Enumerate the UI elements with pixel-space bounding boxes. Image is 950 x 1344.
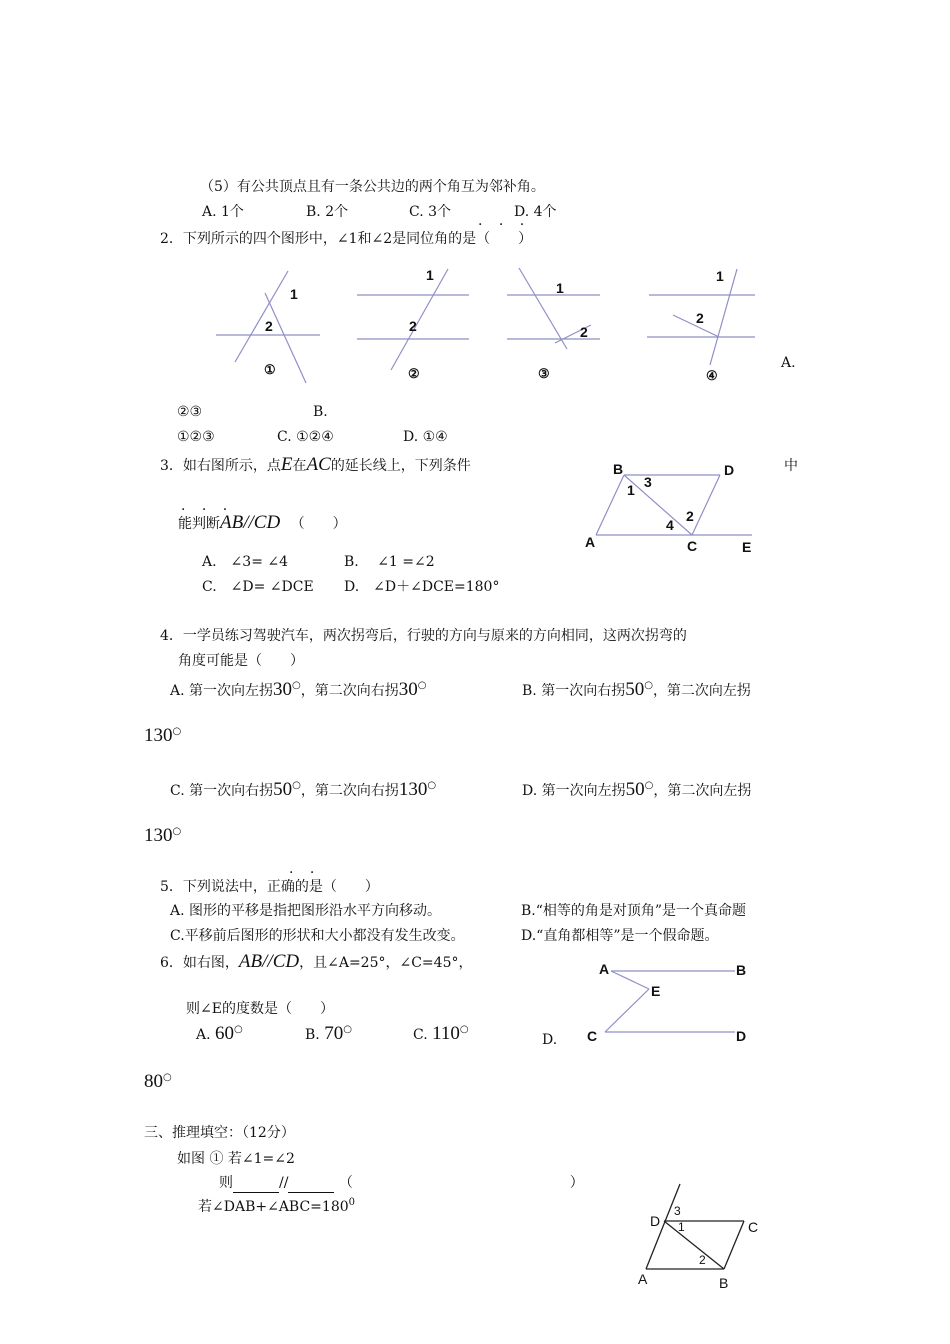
q2-option-a-label: A. [781,355,796,371]
q6-question: 则∠E的度数是（ ） [186,1001,334,1017]
q3-label-2: 2 [686,508,694,524]
section3-line-2: 则 // （ ） [219,1175,584,1191]
q2-fig2-angle-2: 2 [409,318,417,334]
q5-emphasis-dots: · · [289,865,321,881]
q4-option-a: A. 第一次向左拐30○，第二次向右拐30○ [170,679,427,700]
q6-option-d-value: 80○ [144,1071,172,1092]
q6-option-a: A. 60○ [196,1023,243,1044]
q5-option-c: C.平移前后图形的形状和大小都没有发生改变。 [170,928,465,944]
q6-figure [585,955,765,1055]
q6-label-b: B [736,962,747,978]
q3-label-b: B [613,461,624,477]
q2-option-b-value: ①②③ [177,429,215,445]
q3-label-e: E [742,539,752,555]
section3-label-c: C [748,1219,759,1235]
q3-stem: 3．如右图所示，点E在AC的延长线上，下列条件 [160,454,471,475]
q2-figure-3 [505,265,625,385]
q3-label-d: D [724,462,735,478]
q1-option-c: C. 3个 [409,204,452,220]
q2-option-b-label: B. [313,404,328,420]
q3-label-4: 4 [666,517,674,533]
q2-figure-label-2: ② [408,367,420,382]
q2-figure-label-1: ① [264,363,276,378]
q4-option-b-value: 130○ [144,725,182,746]
q3-option-c: C. ∠D= ∠DCE [202,579,314,595]
q6-stem: 6．如右图，AB//CD，且∠A=25°，∠C=45°， [160,951,473,972]
q5-option-d: D.“直角都相等”是一个假命题。 [521,928,719,944]
q3-figure [580,455,760,560]
q3-emphasis-dots: · · · [181,502,234,518]
q3-label-3: 3 [644,474,652,490]
q2-figure-4 [645,265,765,385]
q6-option-d-label: D. [542,1032,558,1048]
q5-option-b: B.“相等的角是对顶角”是一个真命题 [521,903,747,919]
q5-stem: 5．下列说法中，正确的是（ ） [160,879,379,895]
q6-option-b: B. 70○ [305,1023,352,1044]
q2-option-c: C. ①②④ [277,429,334,445]
q4-option-d-value: 130○ [144,825,182,846]
section3-blank-2[interactable] [288,1174,334,1193]
q3-option-b: B. ∠1 =∠2 [344,554,435,570]
q3-option-d: D. ∠D＋∠DCE=180° [344,579,500,595]
q1-option-b: B. 2个 [306,204,349,220]
q3-label-1: 1 [627,482,635,498]
q2-fig3-angle-1: 1 [556,280,564,296]
q1-option-d: D. 4个 [514,204,557,220]
section3-line-1: 如图 ① 若∠1=∠2 [177,1151,295,1167]
section3-label-b: B [719,1275,729,1291]
q2-fig1-angle-1: 1 [290,286,298,302]
q4-stem-2: 角度可能是（ ） [178,653,304,669]
q6-label-a: A [599,961,610,977]
q2-figure-label-4: ④ [706,369,718,384]
q2-fig4-angle-1: 1 [716,268,724,284]
section3-label-3: 3 [674,1204,681,1218]
q6-option-c: C. 110○ [413,1023,469,1044]
q5-option-a: A. 图形的平移是指把图形沿水平方向移动。 [170,903,442,919]
q4-stem-1: 4．一学员练习驾驶汽车，两次拐弯后，行驶的方向与原来的方向相同，这两次拐弯的 [160,628,687,644]
q2-fig1-angle-2: 2 [265,318,273,334]
section3-label-a: A [638,1271,648,1287]
section3-label-1: 1 [678,1220,685,1234]
q6-label-e: E [651,983,661,999]
q2-stem: 2．下列所示的四个图形中，∠1和∠2是同位角的是（ ） [160,231,533,247]
q1-option-a: A. 1个 [202,204,244,220]
q2-fig4-angle-2: 2 [696,310,704,326]
q3-option-a: A. ∠3= ∠4 [202,554,289,570]
q3-judge: 能判断AB//CD （ ） [178,512,347,533]
q2-emphasis-dots: · · · [478,217,531,233]
q3-zhong: 中 [784,458,798,474]
q4-option-b: B. 第一次向右拐50○，第二次向左拐 [522,679,751,700]
q2-option-d: D. ①④ [403,429,448,445]
q2-figure-label-3: ③ [538,367,550,382]
q1-item5: （5）有公共顶点且有一条公共边的两个角互为邻补角。 [200,179,545,195]
q2-fig3-angle-2: 2 [580,324,588,340]
q3-label-a: A [585,534,596,550]
section3-title: 三、推理填空：（12分） [144,1125,295,1141]
section3-blank-1[interactable] [233,1174,279,1193]
q6-label-d: D [736,1028,747,1044]
section3-figure [630,1180,770,1290]
q4-option-d: D. 第一次向左拐50○，第二次向左拐 [522,779,752,800]
q2-option-a-value: ②③ [177,404,203,420]
q6-label-c: C [587,1028,598,1044]
section3-line-3: 若$\angle DAB+\angle ABC=180^0$ [198,1197,356,1215]
q4-option-c: C. 第一次向右拐50○，第二次向右拐130○ [170,779,437,800]
q2-fig2-angle-1: 1 [426,267,434,283]
q3-point-e: E [280,454,293,475]
section3-label-2: 2 [699,1253,706,1267]
q3-segment-ac: AC [306,454,331,475]
section3-label-d: D [650,1213,661,1229]
q3-label-c: C [687,538,698,554]
